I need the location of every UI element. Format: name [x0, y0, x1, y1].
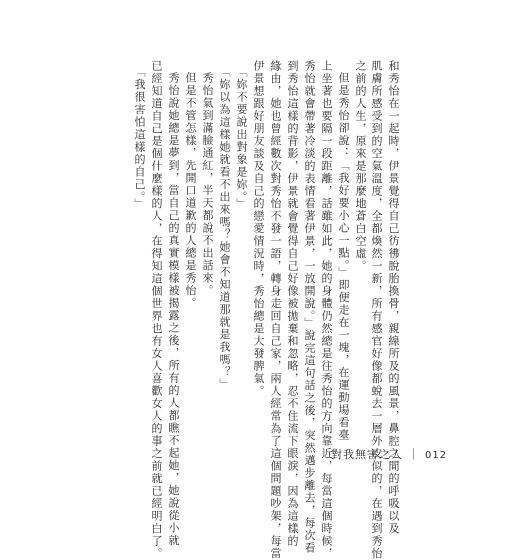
text-column: 和秀怡在一起時，伊景覺得自己彷彿脫胎換骨，親線所及的風景，鼻腔之間的呼吸以及	[387, 60, 400, 535]
text-column: 伊景想跟好朋友談及自己的戀愛情況時，秀怡總是大發脾氣。	[252, 60, 265, 398]
text-column: 「妳不要說出對象是妳。」	[235, 66, 248, 211]
text-column: 到秀怡這樣的背影，伊景就會覺得自己好像被拋棄和忽略，忍不住流下眼淚，因為這樣的	[286, 60, 299, 548]
text-column: 緣由，她也曾經數次對秀怡不發一語，轉身走回自己家，兩人經常為了這個問題吵架，每當	[269, 60, 282, 560]
text-column: 「我很害怕這樣的自己。」	[133, 66, 146, 211]
page-footer	[331, 446, 447, 462]
text-column: 之前的人生，原來是那麼地蒼白空虛。	[354, 60, 367, 273]
text-column: 但是不管怎樣，先開口道歉的人總是秀怡。	[184, 72, 197, 310]
text-column: 秀怡氣到滿臉通紅，半天都說不出話來。	[201, 72, 214, 297]
text-column: 肌膚所感受到的空氣溫度，全都煥然一新，所有感官好像都蛻去一層外皮似的，在遇到秀怡	[370, 60, 383, 560]
text-column: 但是秀怡卻說：「我好要小心一點。」即便走在一塊，在運動場看臺	[337, 72, 350, 442]
footer-separator: ｜	[408, 448, 420, 461]
text-column: 秀怡就會帶著冷淡的表情看著伊景，一放開說。」說完這句話之後，突然邁步離去，每次看	[303, 60, 316, 555]
page-number: 012	[425, 450, 448, 461]
text-column: 「妳以為這樣她就看不出來嗎？她會不知道那就是我嗎？」	[218, 66, 231, 391]
text-column: 秀怡說她總是夢到，當自己的真實模樣被揭露之後，所有的人都瞧不起她，她說從小就	[167, 72, 180, 547]
text-column: 上坐著也要隔一段距離，話雖如此，她的身體仍然總是往秀怡的方向靠近，每當這個時候，	[320, 60, 333, 560]
text-column: 已經知道自己是個什麼樣的人，在得知這個世界也有女人喜歡女人的事之前就已經明白了。	[150, 60, 163, 560]
chapter-title: 對我無害之人	[331, 448, 403, 461]
